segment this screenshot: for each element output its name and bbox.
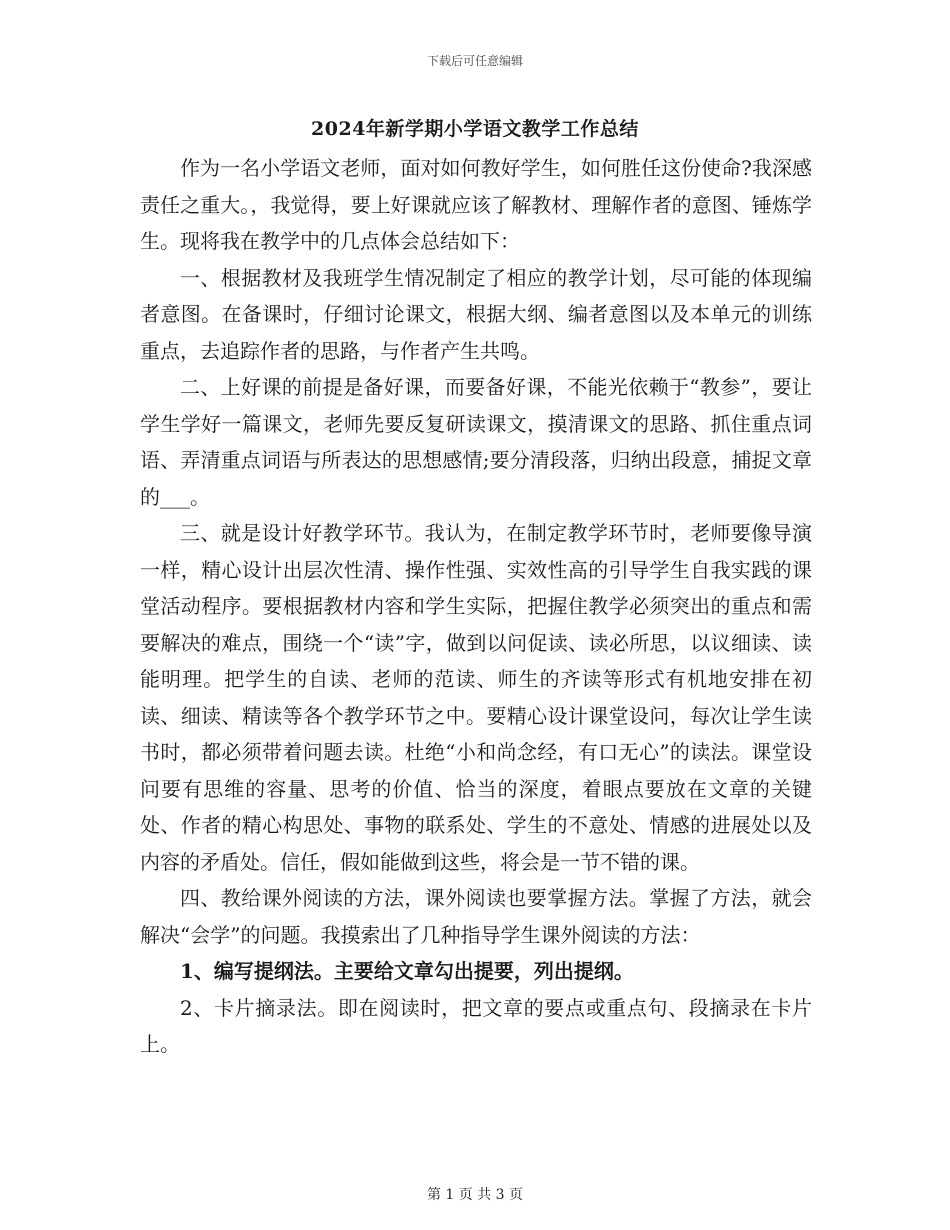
paragraph-point-1: 一、根据教材及我班学生情况制定了相应的教学计划，尽可能的体现编者意图。在备课时，仔细讨论课文，根据大纲、编者意图以及本单元的训练重点，去追踪作者的思路，与作者产生共鸣。 (140, 265, 812, 363)
header-note: 下载后可任意编辑 (426, 54, 523, 68)
paragraph-point-2: 二、上好课的前提是备好课，而要备好课，不能光依赖于“教参”，要让学生学好一篇课文，老师先要反复研读课文，摸清课文的思路、抓住重点词语、弄清重点词语与所表达的思想感情;要分清段落，归纳出段意，捕捉文章的___。 (140, 375, 812, 509)
paragraph-method-1: 1、编写提纲法。主要给文章勾出提要，列出提纲。 (180, 959, 634, 983)
paragraph-intro: 作为一名小学语文老师，面对如何教好学生，如何胜任这份使命?我深感责任之重大。，我觉得，要上好课就应该了解教材、理解作者的意图、锤炼学生。现将我在教学中的几点体会总结如下： (140, 156, 812, 253)
document-body (140, 150, 812, 1063)
paragraph-point-3: 三、就是设计好教学环节。我认为，在制定教学环节时，老师要像导演一样，精心设计出层次性清、操作性强、实效性高的引导学生自我实践的课堂活动程序。要根据教材内容和学生实际，把握住教学必须突出的重点和需要解决的难点，围绕一个“读”字，做到以问促读、读必所思，以议细读、读能明理。把学生的自读、老师的范读、师生的齐读等形式有机地安排在初读、细读、精读等各个教学环节之中。要精心设计课堂设问，每次让学生读书时，都必须带着问题去读。杜绝“小和尚念经，有口无心”的读法。课堂设问要有思维的容量、思考的价值、恰当的深度，着眼点要放在文章的关键处、作者的精心构思处、事物的联系处、学生的不意处、情感的进展处以及内容的矛盾处。信任，假如能做到这些，将会是一节不错的课。 (140, 521, 812, 874)
paragraph-method-2: 2、卡片摘录法。即在阅读时，把文章的要点或重点句、段摘录在卡片上。 (140, 995, 812, 1056)
paragraph-point-4: 四、教给课外阅读的方法，课外阅读也要掌握方法。掌握了方法，就会解决“会学”的问题。我摸索出了几种指导学生课外阅读的方法： (140, 886, 812, 947)
page-number: 第 1 页 共 3 页 (426, 1187, 524, 1203)
document-title: 2024年新学期小学语文教学工作总结 (311, 118, 639, 140)
